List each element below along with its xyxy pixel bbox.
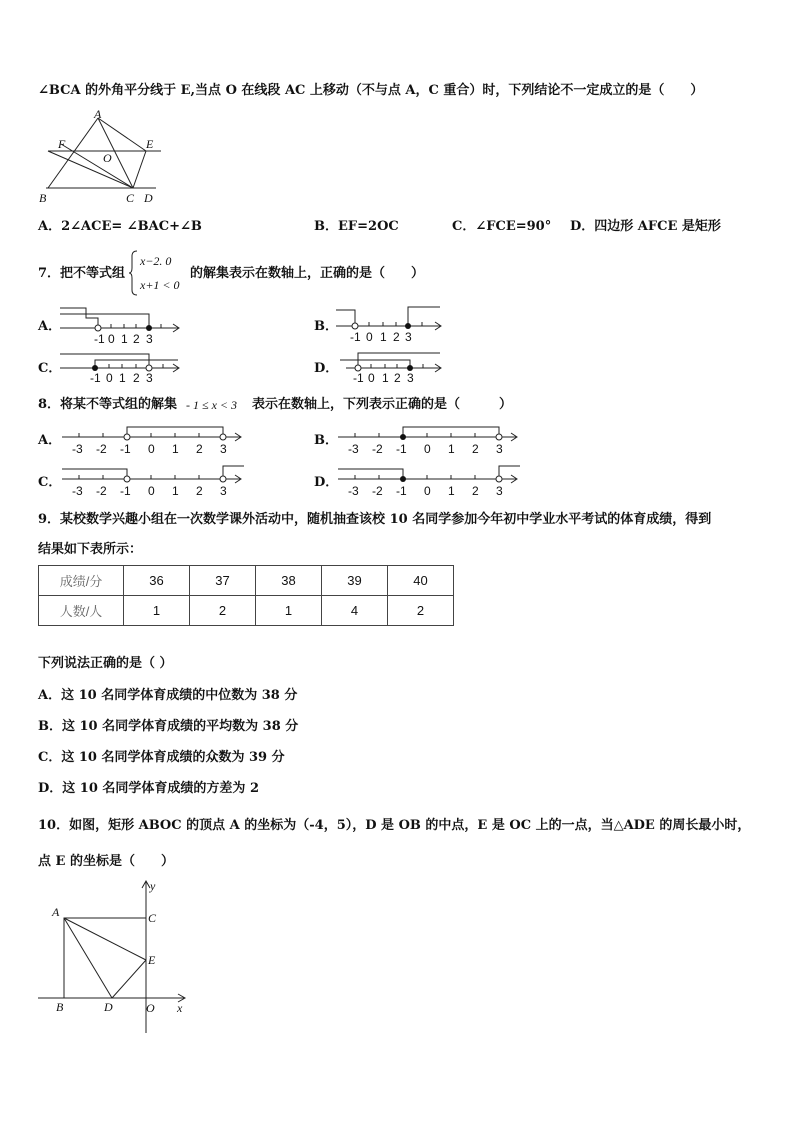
svg-text:-2: -2: [96, 442, 107, 456]
table-cell: 38: [256, 566, 322, 596]
label-d: D: [144, 191, 153, 205]
svg-text:-1: -1: [396, 484, 407, 498]
q6-option-d: D．四边形 AFCE 是矩形: [570, 219, 721, 234]
q6-triangle-figure: [36, 108, 166, 206]
q8-numberline-c: [62, 463, 246, 499]
svg-text:3: 3: [146, 332, 153, 346]
svg-text:-2: -2: [372, 484, 383, 498]
table-row: [39, 566, 454, 596]
table-row-header: 成绩/分: [39, 566, 124, 596]
svg-text:2: 2: [196, 442, 203, 456]
svg-text:2: 2: [196, 484, 203, 498]
svg-text:-1: -1: [90, 371, 101, 385]
svg-text:-1: -1: [350, 330, 361, 344]
svg-text:3: 3: [496, 484, 503, 498]
q7-system-line-2: x+1 < 0: [140, 278, 180, 292]
table-cell: 1: [256, 596, 322, 626]
q8-inequality: - 1 ≤ x < 3: [186, 398, 238, 412]
q8-numberline-a: [62, 421, 246, 457]
q8-option-c-label: C．: [38, 475, 62, 490]
label-e: E: [146, 137, 154, 151]
svg-text:1: 1: [380, 330, 387, 344]
label-x: x: [177, 1001, 183, 1015]
table-cell: 40: [388, 566, 454, 596]
q8-numberline-d: [338, 463, 522, 499]
svg-text:-1: -1: [120, 484, 131, 498]
brace-icon: [128, 250, 138, 296]
svg-text:1: 1: [172, 484, 179, 498]
q7-prefix: 7．把不等式组: [38, 266, 126, 281]
svg-text:1: 1: [448, 442, 455, 456]
table-cell: 4: [322, 596, 388, 626]
svg-text:0: 0: [148, 442, 155, 456]
svg-text:0: 0: [368, 371, 375, 385]
label-f: F: [58, 137, 66, 151]
label-c: C: [148, 911, 157, 925]
q8-stem-a: 8．将某不等式组的解集: [38, 397, 178, 412]
svg-text:0: 0: [424, 484, 431, 498]
q9-stem-line-2: 结果如下表所示：: [38, 542, 143, 557]
svg-text:2: 2: [393, 330, 400, 344]
label-o: O: [103, 151, 112, 165]
svg-text:1: 1: [172, 442, 179, 456]
label-b: B: [56, 1000, 64, 1014]
svg-text:-1: -1: [396, 442, 407, 456]
svg-text:0: 0: [108, 332, 115, 346]
q6-option-a: A．2∠ACE= ∠BAC+∠B: [38, 219, 202, 234]
svg-text:-1: -1: [120, 442, 131, 456]
svg-text:0: 0: [366, 330, 373, 344]
svg-text:0: 0: [148, 484, 155, 498]
q7-numberline-c: [60, 350, 182, 386]
q7-option-d-label: D．: [314, 361, 339, 376]
svg-text:-3: -3: [348, 484, 359, 498]
q9-stem-line-1: 9．某校数学兴趣小组在一次数学课外活动中，随机抽查该校 10 名同学参加今年初中学业水平考试的体育成绩，得到: [38, 512, 712, 527]
q9-option-b: B．这 10 名同学体育成绩的平均数为 38 分: [38, 719, 299, 734]
label-a: A: [52, 905, 60, 919]
table-cell: 37: [190, 566, 256, 596]
score-table: [38, 565, 454, 626]
svg-text:0: 0: [106, 371, 113, 385]
table-cell: 39: [322, 566, 388, 596]
svg-text:3: 3: [496, 442, 503, 456]
table-cell: 2: [388, 596, 454, 626]
svg-text:-3: -3: [348, 442, 359, 456]
q8-option-a-label: A．: [38, 433, 62, 448]
svg-text:2: 2: [472, 484, 479, 498]
q9-question: 下列说法正确的是（ ）: [38, 656, 173, 671]
q10-stem-line-1: 10．如图，矩形 ABOC 的顶点 A 的坐标为（-4，5），D 是 OB 的中点，E 是 OC 上的一点，当△ADE 的周长最小时，: [38, 818, 751, 833]
q10-rectangle-figure: [36, 878, 196, 1036]
svg-text:1: 1: [448, 484, 455, 498]
q9-option-d: D．这 10 名同学体育成绩的方差为 2: [38, 781, 259, 796]
svg-text:1: 1: [382, 371, 389, 385]
label-b: B: [39, 191, 47, 205]
q9-option-a: A．这 10 名同学体育成绩的中位数为 38 分: [38, 688, 298, 703]
q8-numberline-b: [338, 421, 522, 457]
q7-option-a-label: A．: [38, 319, 62, 334]
svg-text:1: 1: [121, 332, 128, 346]
table-cell: 1: [124, 596, 190, 626]
q7-numberline-a: [60, 302, 182, 346]
q8-option-d-label: D．: [314, 475, 339, 490]
svg-text:3: 3: [407, 371, 414, 385]
svg-text:-1: -1: [94, 332, 105, 346]
svg-text:0: 0: [424, 442, 431, 456]
table-cell: 2: [190, 596, 256, 626]
table-cell: 36: [124, 566, 190, 596]
svg-text:3: 3: [220, 442, 227, 456]
q10-stem-line-2: 点 E 的坐标是（ ）: [38, 854, 174, 869]
q7-system-line-1: x−2. 0: [140, 254, 172, 268]
q7-numberline-d: [340, 350, 446, 386]
q7-suffix: 的解集表示在数轴上，正确的是（ ）: [190, 266, 425, 281]
q7-numberline-b: [336, 304, 446, 348]
label-c: C: [126, 191, 135, 205]
q6-option-c: C．∠FCE=90°: [452, 219, 552, 234]
svg-text:2: 2: [133, 371, 140, 385]
svg-text:3: 3: [405, 330, 412, 344]
svg-text:-2: -2: [372, 442, 383, 456]
label-d: D: [104, 1000, 113, 1014]
svg-text:-3: -3: [72, 484, 83, 498]
q6-option-b: B．EF=2OC: [314, 219, 399, 234]
q7-option-c-label: C．: [38, 361, 62, 376]
q8-option-b-label: B．: [314, 433, 338, 448]
q6-stem: ∠BCA 的外角平分线于 E,当点 O 在线段 AC 上移动（不与点 A，C 重合）时，下列结论不一定成立的是（ ）: [38, 83, 704, 98]
svg-text:3: 3: [146, 371, 153, 385]
q8-stem-b: 表示在数轴上，下列表示正确的是（ ）: [252, 397, 513, 412]
svg-text:-2: -2: [96, 484, 107, 498]
svg-text:2: 2: [133, 332, 140, 346]
table-row: [39, 596, 454, 626]
table-row-header: 人数/人: [39, 596, 124, 626]
svg-text:3: 3: [220, 484, 227, 498]
svg-text:-3: -3: [72, 442, 83, 456]
label-e: E: [148, 953, 156, 967]
svg-text:2: 2: [394, 371, 401, 385]
label-y: y: [150, 879, 156, 893]
svg-text:1: 1: [119, 371, 126, 385]
label-o: O: [146, 1001, 155, 1015]
svg-text:-1: -1: [353, 371, 364, 385]
label-a: A: [94, 108, 102, 121]
q9-option-c: C．这 10 名同学体育成绩的众数为 39 分: [38, 750, 285, 765]
q7-option-b-label: B．: [314, 319, 338, 334]
svg-text:2: 2: [472, 442, 479, 456]
